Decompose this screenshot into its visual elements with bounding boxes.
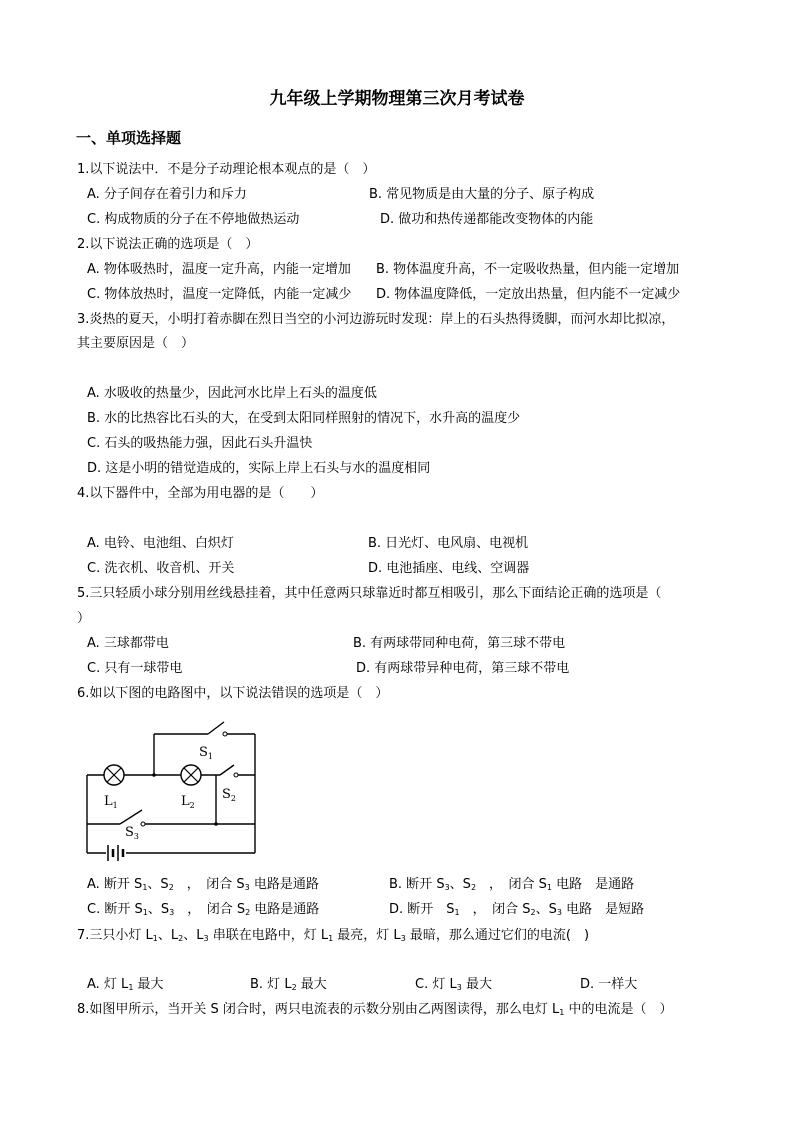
- circuit-diagram: [80, 712, 265, 864]
- q2-stem: 2.以下说法正确的选项是（ ）: [77, 237, 259, 252]
- q2-option-c: C. 物体放热时，温度一定降低，内能一定减少: [87, 287, 352, 302]
- q7-option-c: C. 灯 $L_3$ 最大: [415, 977, 492, 992]
- label-s1: S: [199, 745, 208, 760]
- q4-option-c: C. 洗衣机、收音机、开关: [87, 561, 235, 576]
- q4-option-d: D. 电池插座、电线、空调器: [368, 561, 530, 576]
- q7-stem: 7.三只小灯 $L_1$、$L_2$、$L_3$ 串联在电路中，灯 $L_1$ 最亮，灯 $L_3$ 最暗，那么通过它们的电流( ): [77, 928, 590, 943]
- q7-option-b: B. 灯 $L_2$ 最大: [250, 977, 327, 992]
- q3-option-a: A. 水吸收的热量少，因此河水比岸上石头的温度低: [87, 386, 377, 401]
- label-s3: S: [125, 825, 134, 840]
- q5-stem-line1: 5.三只轻质小球分别用丝线悬挂着，其中任意两只球靠近时都互相吸引，那么下面结论正确的选项是（: [77, 586, 662, 601]
- q3-option-c: C. 石头的吸热能力强，因此石头升温快: [87, 436, 313, 451]
- q6-option-a: A. 断开 $S_1$、$S_2$ ， 闭合 $S_3$ 电路是通路: [87, 877, 319, 892]
- q5-stem-line2: ）: [77, 611, 91, 626]
- q6-stem: 6.如以下图的电路图中，以下说法错误的选项是（ ）: [77, 686, 389, 701]
- q4-stem: 4.以下器件中，全部为用电器的是（ ）: [77, 486, 324, 501]
- q1-stem: 1.以下说法中．不是分子动理论根本观点的是（ ）: [77, 162, 376, 177]
- label-s1-sub: 1: [207, 752, 213, 761]
- q3-stem-line1: 3.炎热的夏天，小明打着赤脚在烈日当空的小河边游玩时发现：岸上的石头热得烫脚，而河水却比拟凉，: [77, 312, 675, 327]
- q5-option-b: B. 有两球带同种电荷，第三球不带电: [353, 636, 566, 651]
- label-s3-sub: 3: [133, 832, 139, 841]
- q1-option-a: A. 分子间存在着引力和斥力: [87, 187, 247, 202]
- q3-option-d: D. 这是小明的错觉造成的，实际上岸上石头与水的温度相同: [87, 461, 431, 476]
- q3-stem-line2: 其主要原因是（ ）: [77, 336, 195, 351]
- q5-option-d: D. 有两球带异种电荷，第三球不带电: [356, 661, 570, 676]
- label-s2-sub: 2: [230, 794, 236, 803]
- q2-option-a: A. 物体吸热时，温度一定升高，内能一定增加: [87, 262, 351, 277]
- q1-option-b: B. 常见物质是由大量的分子、原子构成: [369, 187, 595, 202]
- label-s2: S: [222, 787, 231, 802]
- q6-option-c: C. 断开 $S_1$、$S_3$ ， 闭合 $S_2$ 电路是通路: [87, 902, 320, 917]
- svg-text:L1: [104, 794, 118, 810]
- q2-option-b: B. 物体温度升高，不一定吸收热量，但内能一定增加: [376, 262, 680, 277]
- svg-text:S1: [199, 745, 213, 761]
- q6-option-b: B. 断开 $S_3$、$S_2$ ， 闭合 $S_1$ 电路 是通路: [389, 877, 635, 892]
- q3-option-b: B. 水的比热容比石头的大，在受到太阳同样照射的情况下，水升高的温度少: [87, 411, 521, 426]
- q2-option-d: D. 物体温度降低，一定放出热量，但内能不一定减少: [376, 287, 681, 302]
- q4-option-a: A. 电铃、电池组、白炽灯: [87, 536, 234, 551]
- q8-stem: 8.如图甲所示，当开关 S 闭合时，两只电流表的示数分别由乙两图读得，那么电灯 $L_1$ 中的电流是（ ）: [77, 1002, 673, 1017]
- label-l1: L: [104, 794, 113, 809]
- svg-text:S3: [125, 825, 139, 841]
- q1-option-c: C. 构成物质的分子在不停地做热运动: [87, 212, 300, 227]
- q7-option-a: A. 灯 $L_1$ 最大: [87, 977, 164, 992]
- q7-option-d: D. 一样大: [580, 977, 638, 992]
- label-l2-sub: 2: [189, 801, 195, 810]
- page-title: 九年级上学期物理第三次月考试卷: [269, 89, 525, 109]
- q4-option-b: B. 日光灯、电风扇、电视机: [368, 536, 529, 551]
- svg-text:L2: [181, 794, 195, 810]
- label-l1-sub: 1: [112, 801, 118, 810]
- q5-option-a: A. 三球都带电: [87, 636, 169, 651]
- q6-option-d: D. 断开 $S_1$ ， 闭合 $S_2$、$S_3$ 电路 是短路: [389, 902, 645, 917]
- q1-option-d: D. 做功和热传递都能改变物体的内能: [380, 212, 594, 227]
- label-l2: L: [181, 794, 190, 809]
- q5-option-c: C. 只有一球带电: [87, 661, 183, 676]
- section-heading: 一、单项选择题: [76, 129, 182, 147]
- svg-text:S2: [222, 787, 236, 803]
